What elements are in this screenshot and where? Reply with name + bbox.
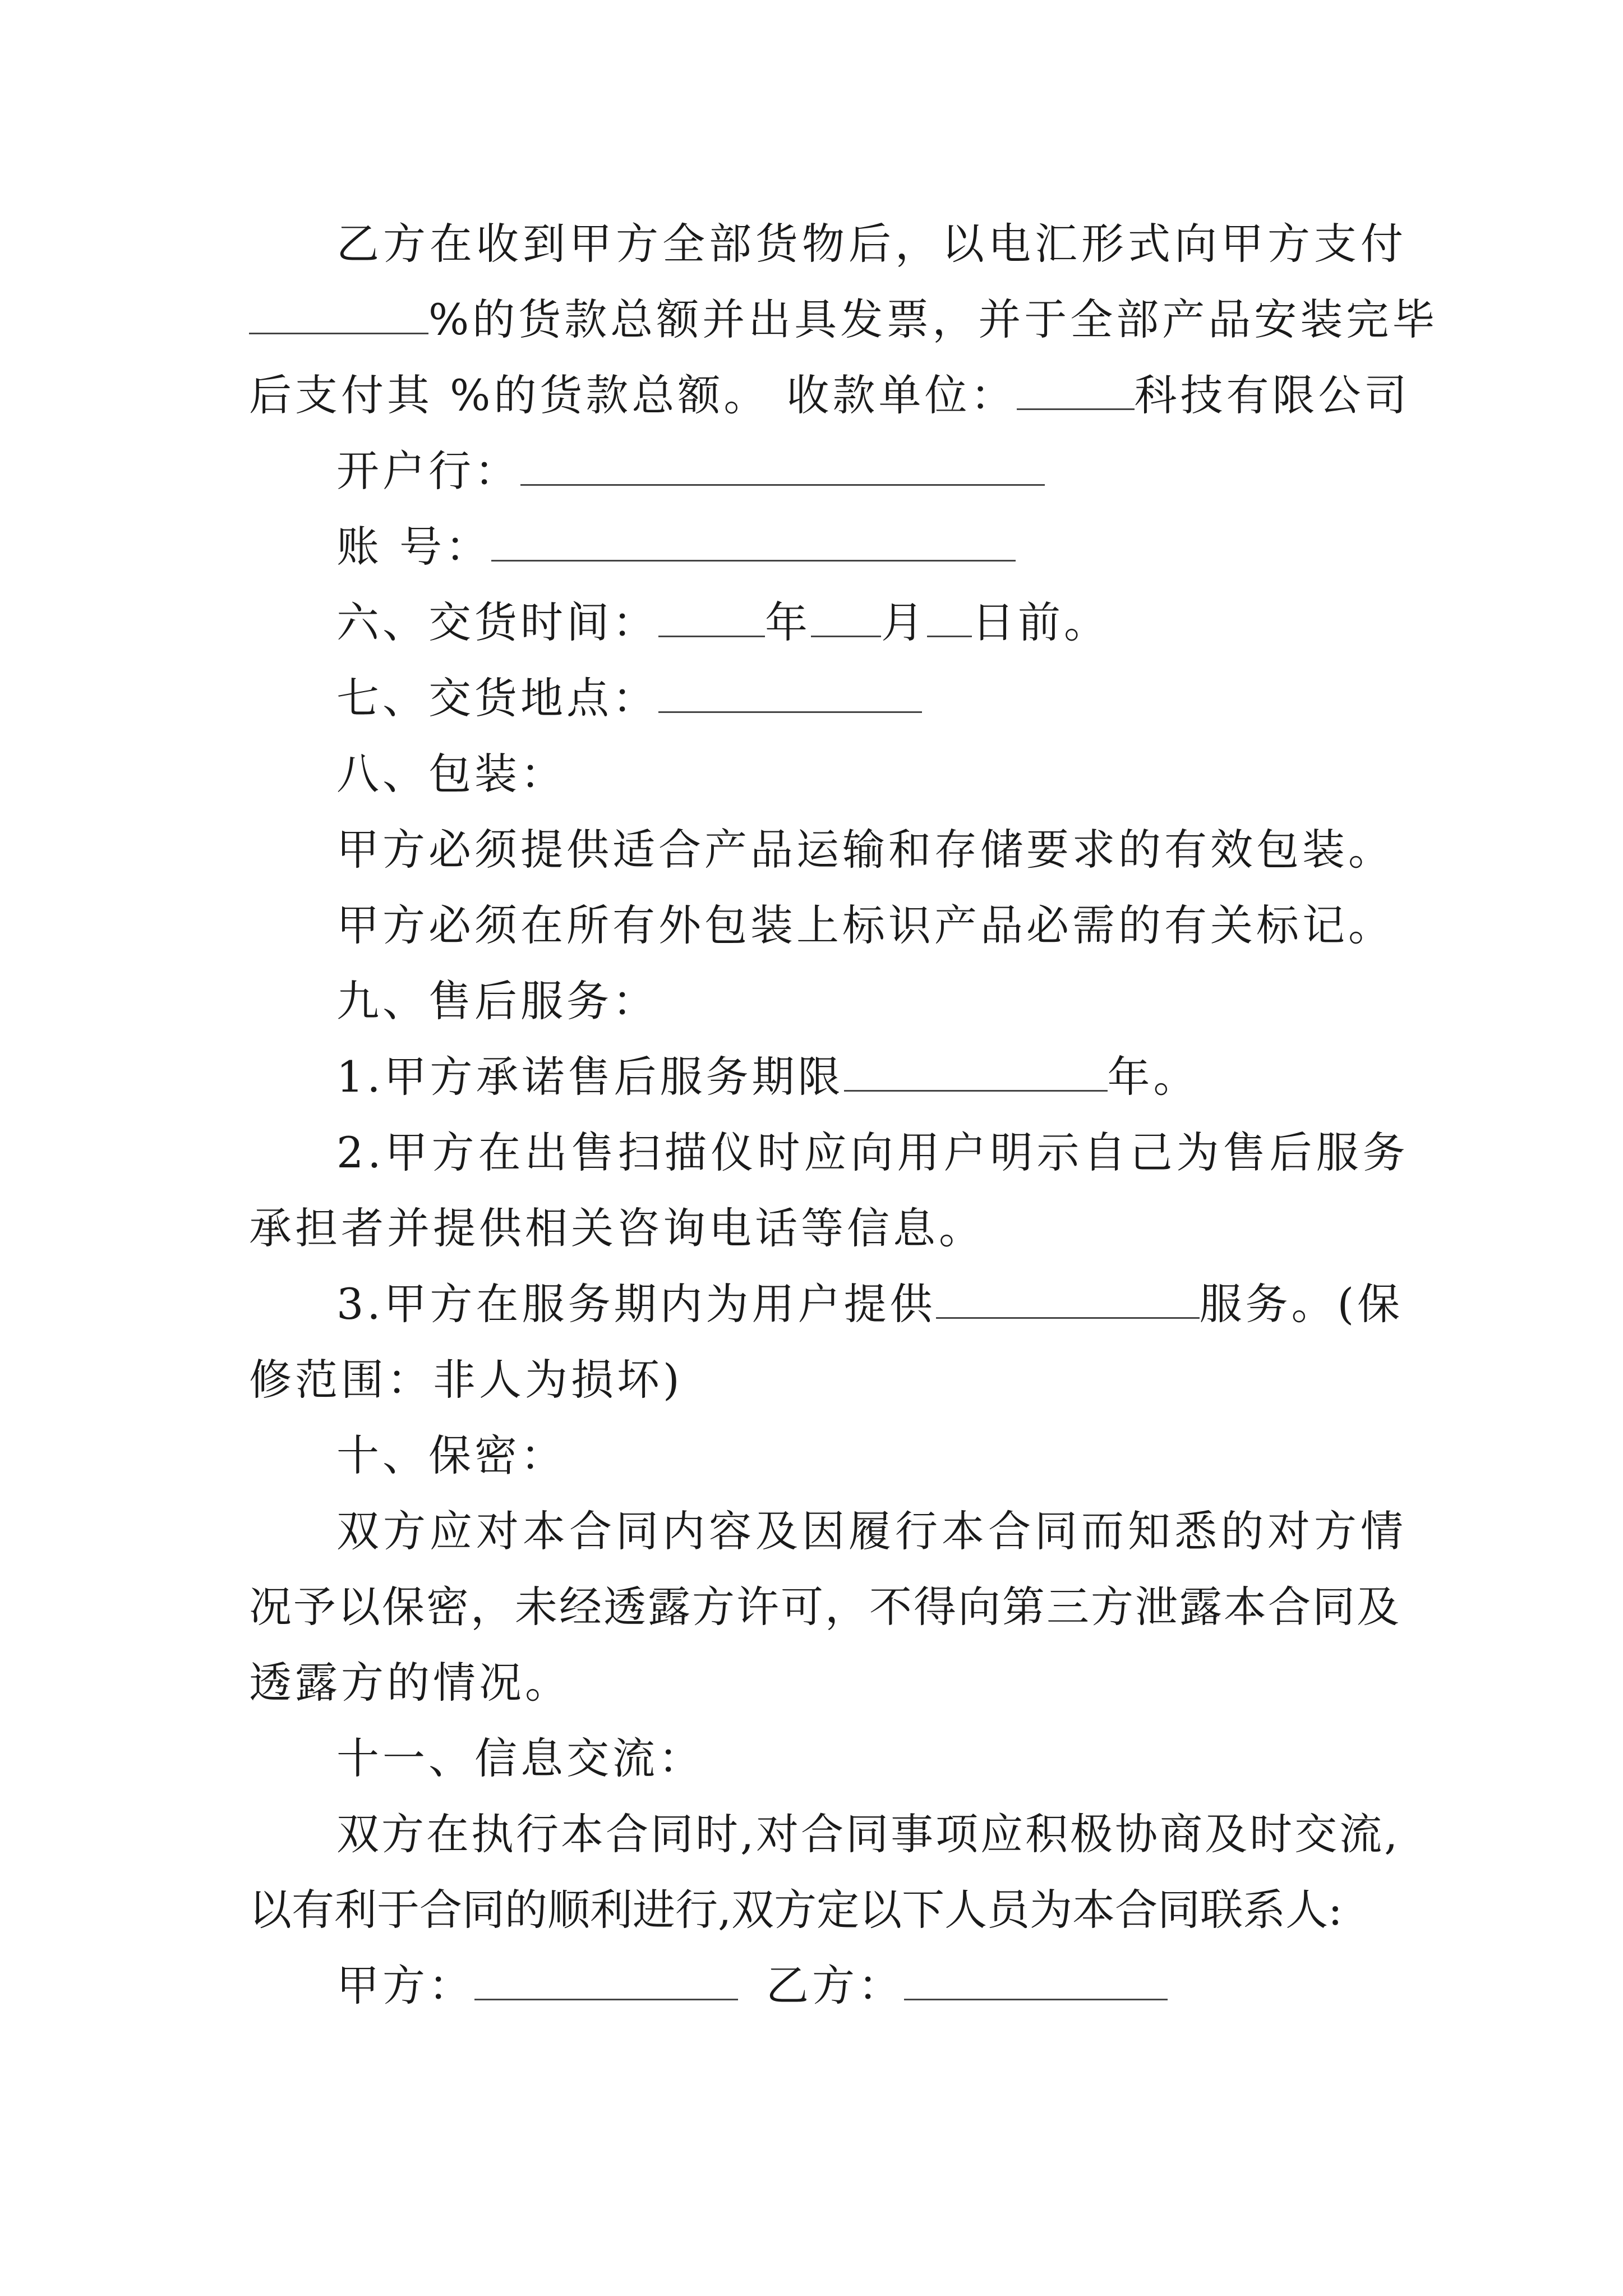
contacts-line bbox=[336, 1961, 1168, 2011]
delivery-place-line bbox=[336, 673, 922, 724]
payment-terms-line-2 bbox=[249, 295, 1438, 345]
text: 账 号： bbox=[336, 522, 492, 572]
text: 双方在执行本合同时,对合同事项应积极协商及时交流, bbox=[336, 1809, 1400, 1859]
text: 八、包装： bbox=[336, 749, 566, 799]
text: 科技有限公司 bbox=[1134, 370, 1410, 420]
blank-day bbox=[927, 599, 972, 637]
blank-month bbox=[811, 599, 881, 637]
after-sales-item-3-line-2 bbox=[249, 1355, 683, 1405]
confidentiality-line-3 bbox=[249, 1658, 571, 1708]
blank-year bbox=[658, 599, 765, 637]
blank-party-a-contact bbox=[474, 1962, 738, 2000]
text: 乙方： bbox=[766, 1961, 904, 2010]
text: 甲方必须在所有外包装上标识产品必需的有关标记。 bbox=[336, 900, 1394, 950]
info-exchange-line-2 bbox=[249, 1885, 1343, 1935]
after-sales-item-2-line-1 bbox=[336, 1128, 1409, 1178]
info-exchange-line-1 bbox=[336, 1809, 1400, 1860]
text: 九、售后服务： bbox=[336, 976, 658, 1026]
delivery-time-line bbox=[336, 597, 1110, 648]
text: 承担者并提供相关咨询电话等信息。 bbox=[249, 1203, 985, 1253]
packaging-line-2 bbox=[336, 900, 1394, 951]
text: 双方应对本合同内容及因履行本合同而知悉的对方情 bbox=[336, 1506, 1407, 1556]
text: 十一、信息交流： bbox=[336, 1733, 704, 1783]
blank-place bbox=[658, 674, 922, 713]
after-sales-heading bbox=[336, 976, 658, 1027]
payment-terms-line-3 bbox=[249, 370, 1410, 421]
info-exchange-heading bbox=[336, 1733, 704, 1784]
blank-account bbox=[491, 523, 1016, 562]
packaging-line-1 bbox=[336, 825, 1394, 875]
blank-payee bbox=[1017, 371, 1135, 410]
packaging-heading bbox=[336, 749, 566, 799]
text: 3.甲方在服务期内为用户提供 bbox=[336, 1279, 936, 1329]
text: 月 bbox=[881, 597, 927, 647]
text: 况予以保密，未经透露方许可，不得向第三方泄露本合同及 bbox=[249, 1582, 1401, 1632]
text: %的货款总额并出具发票，并于全部产品安装完毕 bbox=[428, 295, 1438, 344]
text: 1.甲方承诺售后服务期限 bbox=[336, 1052, 844, 1102]
blank-service-type bbox=[936, 1280, 1200, 1319]
text: 2.甲方在出售扫描仪时应向用户明示自己为售后服务 bbox=[336, 1128, 1409, 1177]
text: 开户行： bbox=[336, 446, 520, 496]
text: 年。 bbox=[1107, 1052, 1200, 1102]
bank-line bbox=[336, 446, 1045, 496]
after-sales-item-1 bbox=[336, 1052, 1200, 1102]
text: 透露方的情况。 bbox=[249, 1658, 571, 1708]
after-sales-item-2-line-2 bbox=[249, 1203, 985, 1254]
text: 七、交货地点： bbox=[336, 673, 658, 723]
text: 后支付其 %的货款总额。 收款单位： bbox=[249, 370, 1017, 420]
confidentiality-line-1 bbox=[336, 1506, 1407, 1557]
text: 六、交货时间： bbox=[336, 597, 658, 647]
text: 年 bbox=[765, 597, 811, 647]
blank-service-years bbox=[844, 1053, 1108, 1092]
text: 服务。(保 bbox=[1199, 1279, 1404, 1329]
payment-terms-line-1 bbox=[336, 219, 1407, 269]
text: 甲方必须提供适合产品运输和存储要求的有效包装。 bbox=[336, 825, 1394, 875]
blank-percent-1 bbox=[249, 296, 428, 334]
account-line bbox=[336, 522, 1016, 572]
after-sales-item-3-line-1 bbox=[336, 1279, 1403, 1329]
blank-bank bbox=[520, 447, 1045, 486]
text: 甲方： bbox=[336, 1961, 474, 2010]
text: 乙方在收到甲方全部货物后，以电汇形式向甲方支付 bbox=[336, 219, 1407, 269]
confidentiality-heading bbox=[336, 1430, 566, 1481]
blank-party-b-contact bbox=[904, 1962, 1168, 2000]
text: 十、保密： bbox=[336, 1430, 566, 1480]
confidentiality-line-2 bbox=[249, 1582, 1401, 1632]
text: 日前。 bbox=[972, 597, 1110, 647]
text: 修范围：非人为损坏) bbox=[249, 1355, 683, 1405]
text: 以有利于合同的顺利进行,双方定以下人员为本合同联系人: bbox=[249, 1885, 1343, 1935]
